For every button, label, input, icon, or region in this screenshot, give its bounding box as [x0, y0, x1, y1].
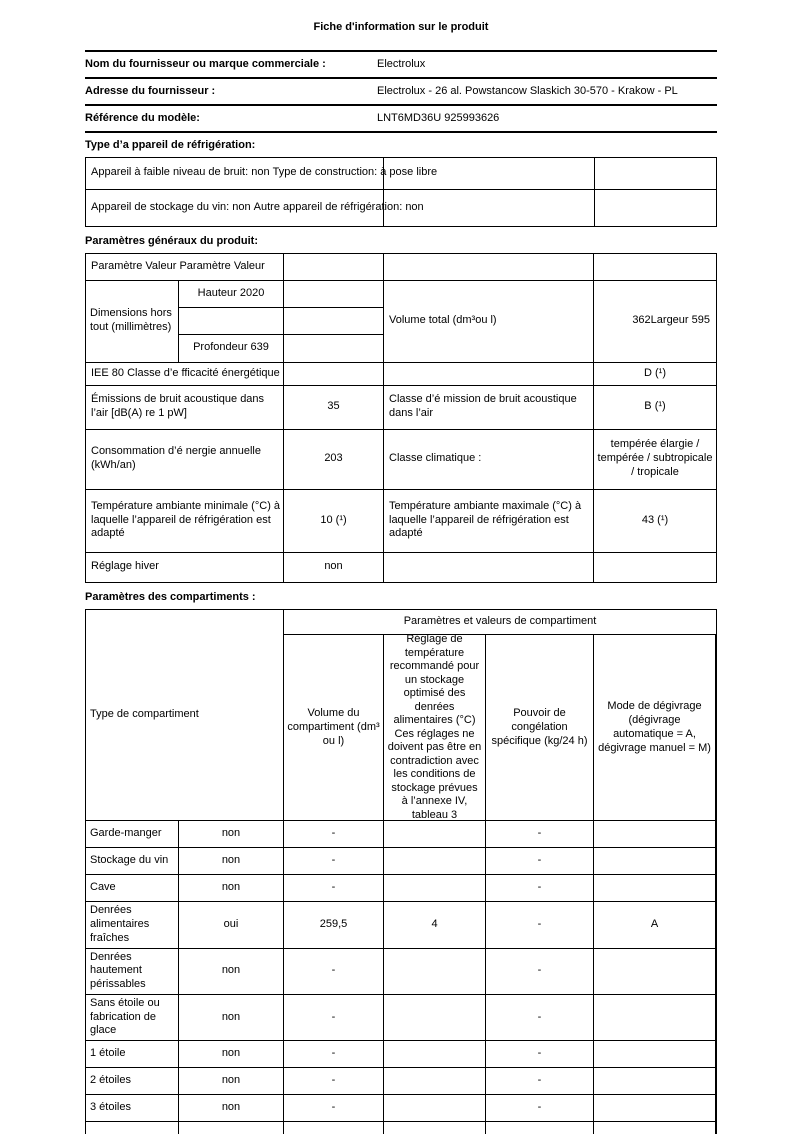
param-value: tempérée élargie / tempérée / subtropicale / tropicale	[597, 438, 713, 478]
compartment-type: 2 étoiles	[86, 1068, 179, 1094]
compartment-volume: -	[284, 848, 384, 874]
compartment-temperature	[384, 1068, 486, 1094]
table-row	[86, 847, 716, 874]
compartment-type: Cave	[86, 875, 179, 901]
supplier-value: LNT6MD36U 925993626	[377, 111, 500, 124]
table-row	[86, 189, 716, 226]
table-row	[86, 1040, 716, 1067]
fiche-content	[85, 50, 717, 1134]
param-value: 35	[284, 386, 384, 429]
compartment-defrost	[594, 848, 716, 874]
supplier-label: Nom du fournisseur ou marque commerciale :	[85, 57, 326, 70]
compartment-freezing: -	[486, 995, 594, 1040]
appliance-type-left: Appareil de stockage du vin: non	[91, 200, 251, 213]
compartment-freezing: -	[486, 875, 594, 901]
compartment-present: non	[179, 1068, 284, 1094]
param-value: 43 (¹)	[641, 513, 669, 526]
table-row	[86, 385, 716, 429]
param-value: non	[284, 553, 384, 582]
compartment-defrost	[594, 875, 716, 901]
compartment-freezing: -	[486, 1068, 594, 1094]
empty-cell	[179, 1122, 284, 1134]
compartments-subheaders	[284, 635, 716, 820]
compartment-present: oui	[179, 902, 284, 947]
compartments-header-right	[284, 610, 716, 820]
supplier-value: Electrolux - 26 al. Powstancow Slaskich 30-570 - Krakow - PL	[377, 84, 678, 97]
compartment-defrost	[594, 949, 716, 994]
param-label: Température ambiante maximale (°C) à laquelle l’appareil de réfrigération est adapté	[384, 490, 594, 552]
supplier-label: Adresse du fournisseur :	[85, 84, 216, 97]
supplier-value: Electrolux	[377, 57, 426, 70]
table-row	[86, 362, 716, 385]
compartment-volume: -	[284, 949, 384, 994]
param-value: 10 (¹)	[284, 490, 384, 552]
dimension-depth: Profondeur 639	[179, 334, 283, 361]
param-label: Consommation d’é nergie annuelle (kWh/an)	[86, 430, 284, 489]
table-row	[86, 994, 716, 1040]
compartment-volume: -	[284, 875, 384, 901]
supplier-table	[85, 50, 717, 133]
table-row	[85, 106, 717, 133]
empty-cell	[486, 1122, 594, 1134]
param-label: IEE 80 Classe d’e fficacité énergétique	[86, 363, 284, 385]
appliance-type-left: Appareil à faible niveau de bruit: non	[91, 166, 270, 179]
compartment-volume: 259,5	[284, 902, 384, 947]
compartment-freezing: -	[486, 821, 594, 847]
dimension-empty	[179, 307, 283, 334]
compartment-type: 3 étoiles	[86, 1095, 179, 1121]
compartment-temperature	[384, 848, 486, 874]
compartment-volume: -	[284, 995, 384, 1040]
compartment-defrost	[594, 1095, 716, 1121]
param-value: 203	[284, 430, 384, 489]
param-label: Réglage hiver	[86, 553, 284, 582]
param-value	[594, 553, 716, 582]
compartment-defrost	[594, 1041, 716, 1067]
table-row	[86, 948, 716, 994]
table-row	[86, 874, 716, 901]
param-value: B (¹)	[644, 400, 666, 413]
dimension-height: Hauteur 2020	[197, 286, 265, 299]
compartment-type: Sans étoile ou fabrication de glace	[86, 995, 179, 1040]
compartment-present: non	[179, 1095, 284, 1121]
compartment-freezing: -	[486, 949, 594, 994]
compartments-header	[86, 610, 716, 820]
table-row	[85, 52, 717, 79]
empty-cell	[284, 1122, 384, 1134]
appliance-type-right: Type de construction: à pose libre	[272, 166, 438, 179]
compartment-temperature	[384, 821, 486, 847]
supplier-label: Référence du modèle:	[85, 111, 200, 124]
empty-cell	[384, 254, 594, 280]
temperature-header: Réglage de température recommandé pour un stockage optimisé des denrées alimentaires (°C) Ces réglages ne doivent pas être en contradiction avec les conditions de stockage prévues à l’annexe IV, tableau 3	[384, 635, 486, 820]
compartment-temperature	[384, 949, 486, 994]
compartment-rows	[86, 820, 716, 1121]
compartment-present: non	[179, 1041, 284, 1067]
compartment-temperature	[384, 995, 486, 1040]
empty-cell	[595, 190, 716, 226]
volume-total-value: 362Largeur 595	[632, 314, 710, 327]
compartment-type: Stockage du vin	[86, 848, 179, 874]
compartment-defrost	[594, 821, 716, 847]
compartment-volume: -	[284, 821, 384, 847]
volume-header: Volume du compartiment (dm³ ou l)	[284, 635, 384, 820]
table-row	[86, 820, 716, 847]
dimensions-row	[86, 280, 716, 362]
appliance-type-row-text	[86, 190, 424, 226]
compartment-present: non	[179, 875, 284, 901]
empty-cell	[86, 1122, 179, 1134]
compartments-group-header: Paramètres et valeurs de compartiment	[284, 610, 716, 635]
compartment-volume: -	[284, 1041, 384, 1067]
empty-cell	[284, 281, 383, 307]
compartment-freezing: -	[486, 902, 594, 947]
compartment-freezing: -	[486, 1041, 594, 1067]
empty-cell	[594, 1122, 716, 1134]
table-row	[86, 158, 716, 189]
compartment-present: non	[179, 949, 284, 994]
compartment-defrost	[594, 1068, 716, 1094]
compartment-type-header: Type de compartiment	[86, 610, 284, 820]
compartment-freezing: -	[486, 1095, 594, 1121]
empty-cell	[384, 190, 595, 226]
compartments-table	[85, 609, 717, 1134]
table-row	[86, 489, 716, 552]
compartment-defrost: A	[594, 902, 716, 947]
defrost-header: Mode de dégivrage (dégivrage automatique = A, dégivrage manuel = M)	[594, 635, 716, 820]
param-label	[384, 363, 594, 385]
param-label: Température ambiante minimale (°C) à laquelle l’appareil de réfrigération est adapté	[86, 490, 284, 552]
section-heading-appliance-type: Type d’a ppareil de réfrigération:	[85, 139, 256, 151]
compartment-freezing: -	[486, 848, 594, 874]
general-header-text: Paramètre Valeur Paramètre Valeur	[86, 254, 284, 280]
freezing-header: Pouvoir de congélation spécifique (kg/24 h)	[486, 635, 594, 820]
empty-cell	[284, 307, 383, 334]
compartment-type: Denrées alimentaires fraîches	[86, 902, 179, 947]
compartment-type: Denrées hautement périssables	[86, 949, 179, 994]
compartment-temperature	[384, 1095, 486, 1121]
compartment-volume: -	[284, 1068, 384, 1094]
param-label: Classe d’é mission de bruit acoustique dans l’air	[384, 386, 594, 429]
empty-cell	[384, 158, 595, 189]
compartment-temperature	[384, 1041, 486, 1067]
page-title: Fiche d'information sur le produit	[313, 21, 489, 33]
table-row	[86, 552, 716, 582]
compartment-type: Garde-manger	[86, 821, 179, 847]
compartment-temperature: 4	[384, 902, 486, 947]
volume-total-label: Volume total (dm³ou l)	[384, 281, 594, 362]
dimensions-label: Dimensions hors tout (millimètres)	[86, 281, 179, 362]
section-heading-general-params: Paramètres généraux du produit:	[85, 234, 258, 247]
section-heading-compartments: Paramètres des compartiments :	[85, 590, 256, 603]
compartment-present: non	[179, 995, 284, 1040]
param-label: Émissions de bruit acoustique dans l’air [dB(A) re 1 pW]	[86, 386, 284, 429]
param-value: D (¹)	[644, 366, 666, 379]
empty-cell	[594, 254, 716, 280]
param-label	[384, 553, 594, 582]
general-params-table	[85, 253, 717, 583]
table-row	[85, 79, 717, 106]
dimensions-cell	[86, 281, 284, 362]
appliance-type-table	[85, 157, 717, 227]
param-label: Classe climatique :	[384, 430, 594, 489]
table-row	[86, 1067, 716, 1094]
empty-cell	[284, 254, 384, 280]
empty-cell	[595, 158, 716, 189]
table-row	[86, 429, 716, 489]
table-header-row	[86, 254, 716, 280]
empty-cell	[384, 1122, 486, 1134]
table-row-partial	[86, 1121, 716, 1134]
compartment-present: non	[179, 821, 284, 847]
dimensions-subcells	[179, 281, 283, 362]
compartment-defrost	[594, 995, 716, 1040]
empty-cell	[284, 334, 383, 361]
table-row	[86, 901, 716, 947]
compartment-volume: -	[284, 1095, 384, 1121]
param-value	[284, 363, 384, 385]
compartment-present: non	[179, 848, 284, 874]
appliance-type-right: Autre appareil de réfrigération: non	[253, 200, 424, 213]
dimensions-value-subcells	[284, 281, 384, 362]
compartment-temperature	[384, 875, 486, 901]
appliance-type-row-text	[86, 158, 438, 189]
compartment-type: 1 étoile	[86, 1041, 179, 1067]
table-row	[86, 1094, 716, 1121]
